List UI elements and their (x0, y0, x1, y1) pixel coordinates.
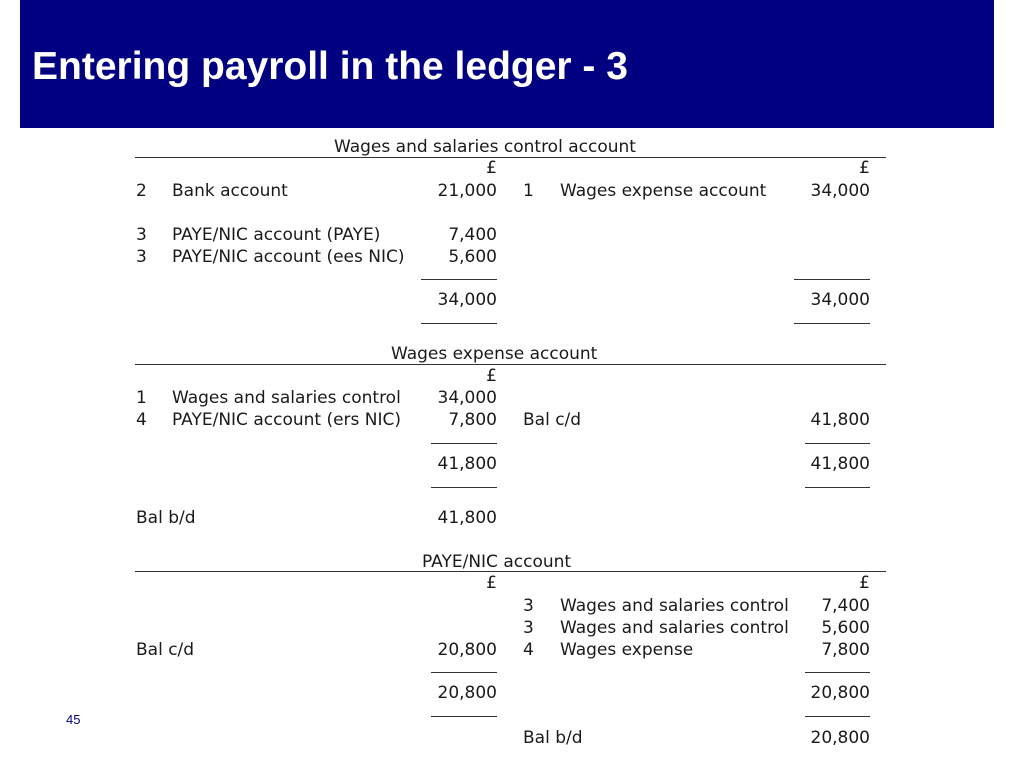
total-underline (805, 672, 870, 673)
total-underline (431, 443, 497, 444)
entry-amount: 34,000 (437, 388, 497, 408)
entry-amount: 34,000 (810, 181, 870, 201)
debit-total: 41,800 (437, 454, 497, 474)
entry-amount: 7,400 (821, 596, 870, 616)
entry-ref: 2 (136, 181, 147, 201)
account-title: Wages expense account (391, 344, 598, 364)
debit-total: 34,000 (437, 290, 497, 310)
entry-ref: 1 (523, 181, 534, 201)
entry-desc: Wages and salaries control (560, 596, 789, 616)
entry-desc: PAYE/NIC account (ees NIC) (172, 247, 405, 267)
account-title: Wages and salaries control account (334, 137, 636, 157)
currency-header: £ (486, 366, 497, 386)
entry-amount: 5,600 (448, 247, 497, 267)
entry-ref: 1 (136, 388, 147, 408)
entry-ref: 3 (523, 618, 534, 638)
balance-bd-amount: 20,800 (810, 728, 870, 748)
slide-title: Entering payroll in the ledger - 3 (32, 45, 628, 88)
entry-desc: Wages and salaries control (172, 388, 401, 408)
total-underline (794, 323, 870, 324)
credit-total: 34,000 (810, 290, 870, 310)
account-rule (135, 157, 886, 158)
total-underline (431, 672, 497, 673)
page-number: 45 (66, 712, 81, 727)
entry-ref: 3 (523, 596, 534, 616)
total-underline (794, 279, 870, 280)
entry-amount: 20,800 (437, 640, 497, 660)
account-title: PAYE/NIC account (422, 552, 572, 572)
entry-desc: Bal c/d (136, 640, 195, 660)
balance-bd-amount: 41,800 (437, 508, 497, 528)
total-underline (431, 716, 497, 717)
entry-desc: PAYE/NIC account (PAYE) (172, 225, 381, 245)
entry-desc: Wages expense (560, 640, 694, 660)
total-underline (431, 487, 497, 488)
entry-desc: Bal c/d (523, 410, 582, 430)
credit-total: 20,800 (810, 683, 870, 703)
entry-amount: 7,800 (821, 640, 870, 660)
credit-total: 41,800 (810, 454, 870, 474)
balance-bd-desc: Bal b/d (136, 508, 196, 528)
total-underline (805, 443, 870, 444)
entry-amount: 21,000 (437, 181, 497, 201)
balance-bd-desc: Bal b/d (523, 728, 583, 748)
currency-header: £ (486, 158, 497, 178)
account-rule (135, 571, 886, 572)
entry-desc: Wages expense account (560, 181, 767, 201)
total-underline (805, 487, 870, 488)
entry-ref: 3 (136, 225, 147, 245)
entry-amount: 5,600 (821, 618, 870, 638)
entry-ref: 3 (136, 247, 147, 267)
entry-desc: Bank account (172, 181, 288, 201)
currency-header: £ (859, 158, 870, 178)
currency-header: £ (859, 573, 870, 593)
currency-header: £ (486, 573, 497, 593)
total-underline (421, 323, 497, 324)
entry-amount: 7,800 (448, 410, 497, 430)
entry-amount: 41,800 (810, 410, 870, 430)
entry-ref: 4 (136, 410, 147, 430)
entry-ref: 4 (523, 640, 534, 660)
debit-total: 20,800 (437, 683, 497, 703)
entry-desc: PAYE/NIC account (ers NIC) (172, 410, 402, 430)
total-underline (805, 716, 870, 717)
account-rule (135, 364, 886, 365)
entry-amount: 7,400 (448, 225, 497, 245)
entry-desc: Wages and salaries control (560, 618, 789, 638)
total-underline (421, 279, 497, 280)
